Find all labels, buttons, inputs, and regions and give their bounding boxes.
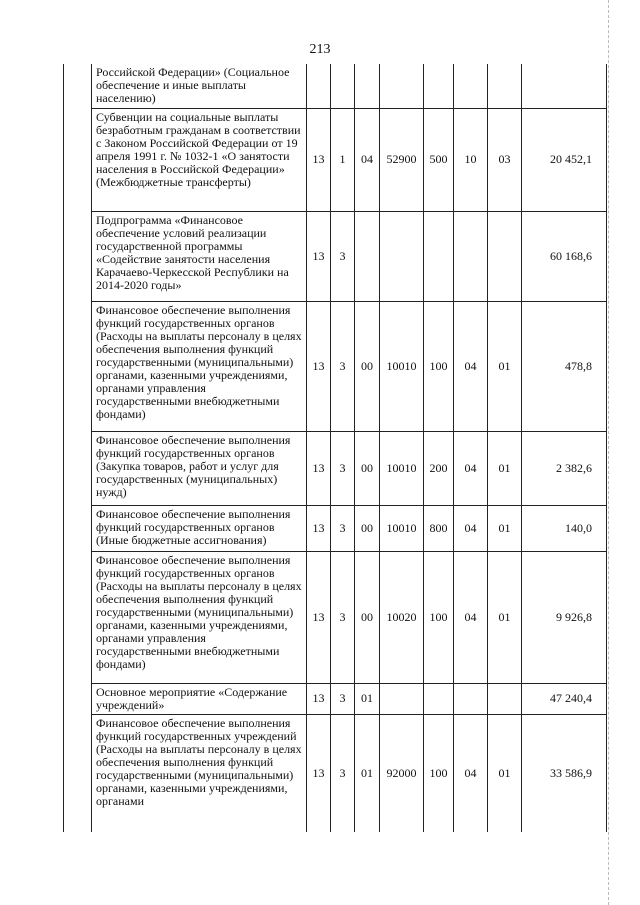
row-code-cell: 13: [307, 714, 331, 832]
row-code-cell: 01: [488, 431, 522, 505]
row-name-cell: Финансовое обеспечение выполнения функций государственных органов (Иные бюджетные ассигнования): [92, 505, 307, 551]
row-sum-cell: 478,8: [522, 301, 607, 431]
row-code-cell: 01: [355, 714, 380, 832]
row-code-cell: [380, 64, 424, 108]
row-code-cell: 3: [331, 301, 355, 431]
row-code-cell: 04: [454, 714, 488, 832]
row-code-cell: [454, 64, 488, 108]
table-row: [64, 108, 607, 211]
row-lead-cell: [64, 211, 92, 301]
row-code-cell: 13: [307, 211, 331, 301]
row-name-cell: Финансовое обеспечение выполнения функций государственных органов (Расходы на выплаты персоналу в целях обеспечения выполнения функций государственными (муниципальными) органами, казенными учреждениями, органами управления государственными внебюджетными фондами): [92, 551, 307, 683]
row-name-cell: Финансовое обеспечение выполнения функций государственных учреждений (Расходы на выплаты персоналу в целях обеспечения выполнения функций государственными (муниципальными) органами, казенными учреждениями, органами: [92, 714, 307, 832]
row-code-cell: 10010: [380, 301, 424, 431]
row-code-cell: 3: [331, 211, 355, 301]
row-code-cell: 13: [307, 431, 331, 505]
row-code-cell: 01: [488, 714, 522, 832]
row-code-cell: 100: [424, 714, 454, 832]
row-code-cell: [355, 64, 380, 108]
row-code-cell: [488, 64, 522, 108]
row-sum-cell: 2 382,6: [522, 431, 607, 505]
row-code-cell: 3: [331, 505, 355, 551]
row-code-cell: 3: [331, 714, 355, 832]
row-name-cell: Подпрограмма «Финансовое обеспечение условий реализации государственной программы «Содействие занятости населения Карачаево-Черкесской Республики на 2014-2020 годы»: [92, 211, 307, 301]
row-code-cell: [424, 64, 454, 108]
row-code-cell: [331, 64, 355, 108]
row-code-cell: 10: [454, 108, 488, 211]
table-row: [64, 505, 607, 551]
row-code-cell: 200: [424, 431, 454, 505]
row-code-cell: [424, 211, 454, 301]
table-body: [64, 64, 607, 832]
row-code-cell: [454, 211, 488, 301]
row-sum-cell: 47 240,4: [522, 683, 607, 714]
row-code-cell: [307, 64, 331, 108]
row-code-cell: 04: [355, 108, 380, 211]
row-code-cell: 13: [307, 551, 331, 683]
row-name-cell: Субвенции на социальные выплаты безработным гражданам в соответствии с Законом Российской Федерации от 19 апреля 1991 г. № 1032-1 «О занятости населения в Российской Федерации» (Межбюджетные трансферты): [92, 108, 307, 211]
row-lead-cell: [64, 551, 92, 683]
row-name-cell: Финансовое обеспечение выполнения функций государственных органов (Закупка товаров, работ и услуг для государственных (муниципальных) нужд): [92, 431, 307, 505]
row-sum-cell: [522, 64, 607, 108]
row-lead-cell: [64, 431, 92, 505]
row-code-cell: 01: [355, 683, 380, 714]
row-code-cell: 52900: [380, 108, 424, 211]
row-code-cell: 01: [488, 505, 522, 551]
page-edge-line: [608, 0, 609, 905]
row-lead-cell: [64, 505, 92, 551]
row-code-cell: 3: [331, 551, 355, 683]
row-code-cell: 13: [307, 301, 331, 431]
table-row: [64, 551, 607, 683]
row-code-cell: 00: [355, 431, 380, 505]
row-name-cell: Финансовое обеспечение выполнения функций государственных органов (Расходы на выплаты персоналу в целях обеспечения выполнения функций государственными (муниципальными) органами, казенными учреждениями, органами управления государственными внебюджетными фондами): [92, 301, 307, 431]
row-code-cell: [454, 683, 488, 714]
row-lead-cell: [64, 301, 92, 431]
row-code-cell: 3: [331, 431, 355, 505]
budget-table: [63, 64, 607, 832]
row-lead-cell: [64, 64, 92, 108]
row-code-cell: 100: [424, 301, 454, 431]
row-code-cell: [355, 211, 380, 301]
table-row: [64, 714, 607, 832]
row-code-cell: 800: [424, 505, 454, 551]
row-sum-cell: 60 168,6: [522, 211, 607, 301]
row-code-cell: 10020: [380, 551, 424, 683]
table-row: [64, 64, 607, 108]
row-code-cell: 500: [424, 108, 454, 211]
row-code-cell: 00: [355, 505, 380, 551]
row-code-cell: [488, 683, 522, 714]
row-code-cell: 00: [355, 551, 380, 683]
row-sum-cell: 140,0: [522, 505, 607, 551]
table-row: [64, 683, 607, 714]
row-lead-cell: [64, 714, 92, 832]
row-code-cell: 1: [331, 108, 355, 211]
row-code-cell: 100: [424, 551, 454, 683]
row-sum-cell: 9 926,8: [522, 551, 607, 683]
row-code-cell: 13: [307, 683, 331, 714]
row-sum-cell: 20 452,1: [522, 108, 607, 211]
row-sum-cell: 33 586,9: [522, 714, 607, 832]
row-code-cell: 04: [454, 505, 488, 551]
row-code-cell: 10010: [380, 505, 424, 551]
row-name-cell: Основное мероприятие «Содержание учреждений»: [92, 683, 307, 714]
row-code-cell: 04: [454, 431, 488, 505]
row-code-cell: 13: [307, 108, 331, 211]
row-code-cell: 00: [355, 301, 380, 431]
row-code-cell: 01: [488, 551, 522, 683]
row-code-cell: 92000: [380, 714, 424, 832]
table-row: [64, 211, 607, 301]
row-code-cell: [424, 683, 454, 714]
row-code-cell: 04: [454, 551, 488, 683]
page-number: 213: [309, 42, 331, 57]
table-row: [64, 301, 607, 431]
row-code-cell: [380, 683, 424, 714]
row-code-cell: 3: [331, 683, 355, 714]
row-name-cell: Российской Федерации» (Социальное обеспечение и иные выплаты населению): [92, 64, 307, 108]
table-row: [64, 431, 607, 505]
row-code-cell: 10010: [380, 431, 424, 505]
row-code-cell: [380, 211, 424, 301]
row-code-cell: 01: [488, 301, 522, 431]
row-code-cell: 13: [307, 505, 331, 551]
row-code-cell: 03: [488, 108, 522, 211]
row-lead-cell: [64, 683, 92, 714]
row-code-cell: [488, 211, 522, 301]
row-code-cell: 04: [454, 301, 488, 431]
row-lead-cell: [64, 108, 92, 211]
